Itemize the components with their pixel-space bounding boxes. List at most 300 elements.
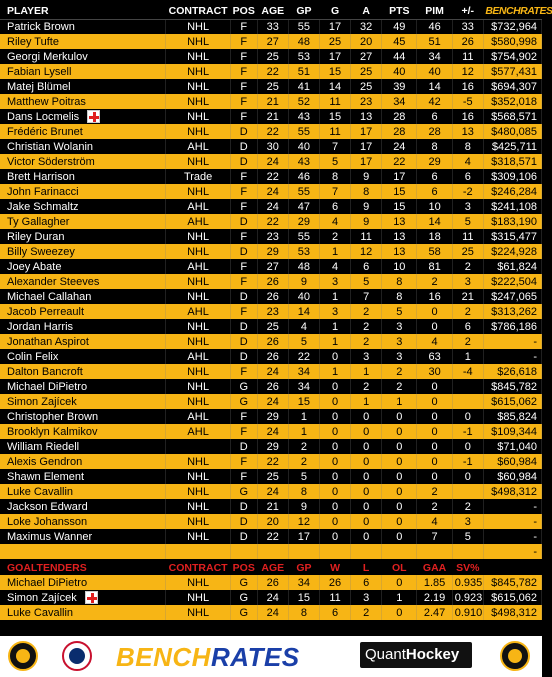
stat-age: 29: [257, 409, 288, 424]
goalie-name: Michael DiPietro: [0, 575, 166, 590]
player-name: Brooklyn Kalmikov: [0, 424, 166, 439]
player-name: Brett Harrison: [0, 169, 166, 184]
stat-gp: 53: [288, 244, 319, 259]
stat-age: 29: [257, 244, 288, 259]
footer-logos: [0, 636, 542, 677]
table-row: [0, 334, 542, 349]
stat-age: 24: [257, 484, 288, 499]
skater-header-row: [0, 4, 542, 19]
stat-pm: [452, 379, 483, 394]
stat-pts: 0: [382, 529, 417, 544]
stat-pos: D: [230, 154, 257, 169]
stat-pts: 40: [382, 64, 417, 79]
table-row: [0, 529, 542, 544]
stat-g: 0: [319, 409, 350, 424]
stat-gp: 51: [288, 64, 319, 79]
stat-pos: F: [230, 469, 257, 484]
stat-a: 0: [351, 499, 382, 514]
stat-contract: NHL: [166, 229, 230, 244]
stat-w: 26: [319, 575, 350, 590]
skater-table: [0, 4, 552, 559]
stat-l: 3: [351, 590, 382, 605]
stat-g: 11: [319, 94, 350, 109]
stat-gp: 12: [288, 514, 319, 529]
table-row: [0, 394, 542, 409]
stat-pos: G: [230, 590, 257, 605]
table-row: [0, 304, 542, 319]
stat-pim: 30: [417, 364, 452, 379]
player-value: $61,824: [483, 259, 541, 274]
stat-g: 17: [319, 19, 350, 34]
stat-pim: 0: [417, 304, 452, 319]
stat-contract: [166, 439, 230, 454]
table-row: [0, 34, 542, 49]
table-row: [0, 424, 542, 439]
stat-pos: D: [230, 499, 257, 514]
player-value: $732,964: [483, 19, 541, 34]
table-row: [0, 349, 542, 364]
column-header: L: [351, 560, 382, 575]
player-name: Jake Schmaltz: [0, 199, 166, 214]
stat-gp: 2: [288, 454, 319, 469]
stat-pm: 1: [452, 349, 483, 364]
player-value: $580,998: [483, 34, 541, 49]
table-row: [0, 544, 542, 559]
player-value: $318,571: [483, 154, 541, 169]
stat-gp: 41: [288, 79, 319, 94]
stat-contract: NHL: [166, 454, 230, 469]
stat-contract: AHL: [166, 259, 230, 274]
stat-pim: 42: [417, 94, 452, 109]
stat-gaa: 2.19: [417, 590, 452, 605]
stat-a: 25: [351, 64, 382, 79]
stat-pts: 5: [382, 304, 417, 319]
stat-pim: 40: [417, 64, 452, 79]
stat-pts: 0: [382, 469, 417, 484]
stat-pts: 0: [382, 424, 417, 439]
player-value: -: [483, 514, 541, 529]
player-name: Michael DiPietro: [0, 379, 166, 394]
stat-contract: [166, 544, 230, 559]
stat-contract: AHL: [166, 349, 230, 364]
stat-sv: 0.923: [452, 590, 483, 605]
stat-g: 2: [319, 229, 350, 244]
table-row: [0, 79, 542, 94]
stat-contract: AHL: [166, 424, 230, 439]
stat-pim: 46: [417, 19, 452, 34]
stat-pim: 0: [417, 409, 452, 424]
stat-gp: 15: [288, 590, 319, 605]
table-row: [0, 469, 542, 484]
stat-pm: 4: [452, 154, 483, 169]
stat-gp: 55: [288, 184, 319, 199]
stat-contract: NHL: [166, 364, 230, 379]
table-row: [0, 229, 542, 244]
stat-gp: 46: [288, 169, 319, 184]
stat-age: 24: [257, 199, 288, 214]
stat-contract: NHL: [166, 469, 230, 484]
stat-a: 20: [351, 34, 382, 49]
column-header: G: [319, 4, 350, 19]
stat-pim: 28: [417, 124, 452, 139]
stat-gp: 14: [288, 304, 319, 319]
stat-a: 1: [351, 364, 382, 379]
stat-pim: 0: [417, 469, 452, 484]
table-row: [0, 379, 542, 394]
table-row: [0, 64, 542, 79]
stat-gp: 34: [288, 364, 319, 379]
stat-gp: 47: [288, 199, 319, 214]
column-header: OL: [382, 560, 417, 575]
stat-gp: 53: [288, 49, 319, 64]
stat-gp: 15: [288, 394, 319, 409]
stat-pos: D: [230, 334, 257, 349]
stat-age: 25: [257, 319, 288, 334]
player-value: $754,902: [483, 49, 541, 64]
column-header: POS: [230, 4, 257, 19]
table-row: [0, 124, 542, 139]
player-value: $71,040: [483, 439, 541, 454]
stat-pim: [417, 544, 452, 559]
stat-pim: 14: [417, 79, 452, 94]
stat-pm: -4: [452, 364, 483, 379]
stat-gp: 4: [288, 319, 319, 334]
stat-pts: 49: [382, 19, 417, 34]
stat-a: 9: [351, 169, 382, 184]
stat-a: 13: [351, 109, 382, 124]
table-row: [0, 19, 542, 34]
stat-gp: 55: [288, 19, 319, 34]
player-name: Joey Abate: [0, 259, 166, 274]
stat-pm: [452, 394, 483, 409]
stat-age: 24: [257, 394, 288, 409]
player-value: $241,108: [483, 199, 541, 214]
stat-pts: 0: [382, 409, 417, 424]
benchrates-logo: BENCHRATES: [116, 642, 300, 672]
stat-pm: -5: [452, 94, 483, 109]
stat-a: 8: [351, 184, 382, 199]
stat-g: 15: [319, 64, 350, 79]
stat-g: 11: [319, 124, 350, 139]
player-name: Shawn Element: [0, 469, 166, 484]
stat-age: 24: [257, 424, 288, 439]
goalie-value: $615,062: [483, 590, 541, 605]
stat-contract: NHL: [166, 379, 230, 394]
column-header: GAA: [417, 560, 452, 575]
player-name: Dans Locmelis: [0, 109, 166, 124]
stat-ol: 0: [382, 575, 417, 590]
stat-a: 2: [351, 334, 382, 349]
table-row: [0, 364, 542, 379]
stat-pm: 12: [452, 64, 483, 79]
stat-pos: G: [230, 394, 257, 409]
stat-g: 6: [319, 199, 350, 214]
player-name: Matthew Poitras: [0, 94, 166, 109]
stat-g: 0: [319, 439, 350, 454]
stat-pm: 2: [452, 304, 483, 319]
player-name: Maximus Wanner: [0, 529, 166, 544]
stat-contract: AHL: [166, 199, 230, 214]
stat-a: 25: [351, 79, 382, 94]
player-value: $60,984: [483, 454, 541, 469]
stat-pim: 34: [417, 49, 452, 64]
player-value: $615,062: [483, 394, 541, 409]
benchrates-header-logo: BENCHRATES: [485, 5, 552, 18]
stat-pm: 2: [452, 499, 483, 514]
stat-g: 17: [319, 49, 350, 64]
stat-pos: D: [230, 139, 257, 154]
stat-a: 1: [351, 394, 382, 409]
stat-contract: NHL: [166, 124, 230, 139]
stat-pm: 13: [452, 124, 483, 139]
table-row: [0, 605, 542, 620]
stat-g: 4: [319, 214, 350, 229]
stat-pts: 0: [382, 454, 417, 469]
player-name: Dalton Bancroft: [0, 364, 166, 379]
stat-a: 0: [351, 469, 382, 484]
stat-pos: D: [230, 244, 257, 259]
stat-age: 26: [257, 334, 288, 349]
stat-pim: 8: [417, 139, 452, 154]
stat-a: 0: [351, 424, 382, 439]
stat-gp: 5: [288, 334, 319, 349]
player-name: Georgi Merkulov: [0, 49, 166, 64]
player-name: Alexander Steeves: [0, 274, 166, 289]
stat-pts: 34: [382, 94, 417, 109]
stat-age: 26: [257, 575, 288, 590]
table-row: [0, 439, 542, 454]
stat-pim: 7: [417, 529, 452, 544]
injury-cross-icon: [87, 110, 100, 123]
stat-a: 17: [351, 124, 382, 139]
stat-pm: -1: [452, 454, 483, 469]
stat-gp: 9: [288, 274, 319, 289]
column-header: POS: [230, 560, 257, 575]
stat-pim: 29: [417, 154, 452, 169]
stat-age: 22: [257, 124, 288, 139]
stat-a: 9: [351, 199, 382, 214]
table-row: [0, 514, 542, 529]
stat-contract: NHL: [166, 94, 230, 109]
column-header-empty: [483, 560, 541, 575]
column-header: CONTRACT: [166, 560, 230, 575]
column-header: PTS: [382, 4, 417, 19]
stat-pos: G: [230, 484, 257, 499]
stat-a: 12: [351, 244, 382, 259]
stat-contract: NHL: [166, 484, 230, 499]
stat-age: 24: [257, 605, 288, 620]
stat-pos: D: [230, 289, 257, 304]
stat-pm: 3: [452, 514, 483, 529]
stat-pm: 2: [452, 259, 483, 274]
stat-g: 1: [319, 334, 350, 349]
goalie-table: [0, 560, 542, 620]
player-name: Alexis Gendron: [0, 454, 166, 469]
stat-pts: 1: [382, 394, 417, 409]
stat-pm: 21: [452, 289, 483, 304]
stat-pim: 6: [417, 169, 452, 184]
stat-gaa: 1.85: [417, 575, 452, 590]
stat-a: 0: [351, 514, 382, 529]
stat-pim: 0: [417, 439, 452, 454]
stat-pm: 26: [452, 34, 483, 49]
stat-contract: NHL: [166, 514, 230, 529]
table-row: [0, 154, 542, 169]
stat-contract: NHL: [166, 79, 230, 94]
boston-bruins-logo: [500, 641, 530, 671]
stat-pm: 16: [452, 109, 483, 124]
stat-pos: F: [230, 184, 257, 199]
stat-pts: 17: [382, 169, 417, 184]
stat-pm: 5: [452, 214, 483, 229]
stat-pos: F: [230, 19, 257, 34]
stat-contract: NHL: [166, 49, 230, 64]
stat-pm: 0: [452, 469, 483, 484]
stat-contract: NHL: [166, 529, 230, 544]
stat-w: 11: [319, 590, 350, 605]
player-value: $352,018: [483, 94, 541, 109]
stat-age: 22: [257, 529, 288, 544]
stat-pts: 2: [382, 379, 417, 394]
column-header: AGE: [257, 4, 288, 19]
stat-a: 7: [351, 289, 382, 304]
stat-age: [257, 544, 288, 559]
stat-pos: F: [230, 79, 257, 94]
player-name: Riley Duran: [0, 229, 166, 244]
stat-contract: AHL: [166, 304, 230, 319]
stat-pts: 28: [382, 109, 417, 124]
table-row: [0, 244, 542, 259]
stat-pim: 2: [417, 484, 452, 499]
stat-g: 7: [319, 184, 350, 199]
stat-pos: D: [230, 529, 257, 544]
stat-age: 25: [257, 469, 288, 484]
stat-gp: 29: [288, 214, 319, 229]
player-value: $224,928: [483, 244, 541, 259]
player-value: $845,782: [483, 379, 541, 394]
stat-pts: 0: [382, 439, 417, 454]
stat-g: 3: [319, 304, 350, 319]
stat-age: 30: [257, 139, 288, 154]
player-name: Michael Callahan: [0, 289, 166, 304]
stat-a: 17: [351, 154, 382, 169]
quanthockey-logo: QuantHockey: [360, 642, 472, 668]
stat-pm: 16: [452, 79, 483, 94]
stat-contract: NHL: [166, 590, 230, 605]
stat-gp: 34: [288, 379, 319, 394]
stat-age: 26: [257, 379, 288, 394]
stat-a: 0: [351, 454, 382, 469]
stat-gp: 8: [288, 484, 319, 499]
stat-gp: 2: [288, 439, 319, 454]
column-header: GP: [288, 4, 319, 19]
stat-pts: 3: [382, 334, 417, 349]
stat-pos: [230, 544, 257, 559]
stat-g: 25: [319, 34, 350, 49]
stat-contract: AHL: [166, 214, 230, 229]
stat-a: 23: [351, 94, 382, 109]
player-name: Patrick Brown: [0, 19, 166, 34]
stat-a: 9: [351, 214, 382, 229]
stat-contract: NHL: [166, 19, 230, 34]
stat-g: [319, 544, 350, 559]
stat-a: 0: [351, 439, 382, 454]
stat-l: 6: [351, 575, 382, 590]
stat-pts: 3: [382, 319, 417, 334]
stat-pts: 22: [382, 154, 417, 169]
stat-pm: 0: [452, 409, 483, 424]
stat-age: 26: [257, 289, 288, 304]
stat-pm: 6: [452, 319, 483, 334]
player-name: Jonathan Aspirot: [0, 334, 166, 349]
stat-age: 33: [257, 19, 288, 34]
stat-pts: 13: [382, 229, 417, 244]
column-header: SV%: [452, 560, 483, 575]
stat-g: 0: [319, 349, 350, 364]
stat-g: 0: [319, 424, 350, 439]
player-name: Victor Söderström: [0, 154, 166, 169]
stat-a: 0: [351, 484, 382, 499]
goalie-value: $498,312: [483, 605, 541, 620]
table-row: [0, 590, 542, 605]
stat-pim: 63: [417, 349, 452, 364]
stat-pim: 4: [417, 334, 452, 349]
stat-pos: F: [230, 274, 257, 289]
player-name: William Riedell: [0, 439, 166, 454]
stat-pos: G: [230, 605, 257, 620]
player-value: $498,312: [483, 484, 541, 499]
stat-pim: 0: [417, 454, 452, 469]
player-name: Matej Blümel: [0, 79, 166, 94]
stat-pos: F: [230, 454, 257, 469]
table-row: [0, 575, 542, 590]
stat-gp: 34: [288, 575, 319, 590]
stat-gp: 22: [288, 349, 319, 364]
stat-pts: 13: [382, 214, 417, 229]
stat-pim: 2: [417, 499, 452, 514]
stat-pm: [452, 484, 483, 499]
player-value: $425,711: [483, 139, 541, 154]
stat-gp: 55: [288, 229, 319, 244]
stat-age: 25: [257, 79, 288, 94]
player-value: $694,307: [483, 79, 541, 94]
stat-pim: 2: [417, 274, 452, 289]
player-name: John Farinacci: [0, 184, 166, 199]
column-header: AGE: [257, 560, 288, 575]
table-row: [0, 484, 542, 499]
stat-pts: 28: [382, 124, 417, 139]
stat-gaa: 2.47: [417, 605, 452, 620]
goalie-name: Simon Zajícek: [0, 590, 166, 605]
stat-pim: 0: [417, 424, 452, 439]
stat-g: 1: [319, 319, 350, 334]
stat-pos: F: [230, 229, 257, 244]
stat-pts: 45: [382, 34, 417, 49]
goalie-name: Luke Cavallin: [0, 605, 166, 620]
stat-pm: 25: [452, 244, 483, 259]
player-value: $109,344: [483, 424, 541, 439]
stat-a: 0: [351, 409, 382, 424]
column-header: GP: [288, 560, 319, 575]
player-name: Frédéric Brunet: [0, 124, 166, 139]
stat-pts: 8: [382, 274, 417, 289]
stat-pts: 10: [382, 259, 417, 274]
stat-a: 2: [351, 319, 382, 334]
stat-g: 0: [319, 529, 350, 544]
stat-pos: D: [230, 349, 257, 364]
stat-g: 3: [319, 274, 350, 289]
stat-pm: 5: [452, 529, 483, 544]
